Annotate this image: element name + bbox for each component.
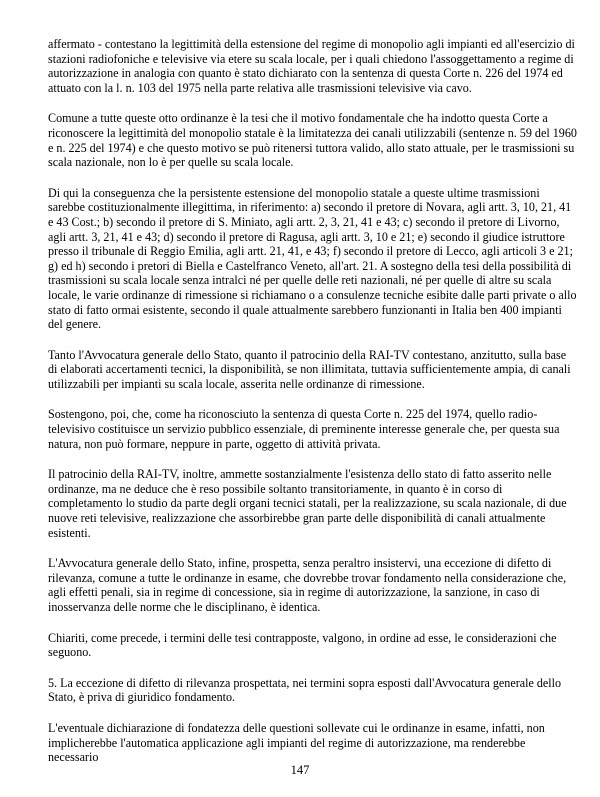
- document-body: [48, 37, 578, 781]
- paragraph-6: Il patrocinio della RAI-TV, inoltre, ammette sostanzialmente l'esistenza dello stato di fatto asserito nelle ordinanze, ma ne deduce che è reso possibile soltanto transitoriamente, in quanto è in corso di completamento lo studio da parte degli organi tecnici statali, per la realizzazione, su scala nazionale, di due nuove reti televisive, realizzazione che assorbirebbe gran parte delle disponibilità di canali attualmente esistenti.: [48, 467, 567, 540]
- paragraph-8: Chiariti, come precede, i termini delle tesi contrapposte, valgono, in ordine ad esse, le considerazioni che seguono.: [48, 630, 557, 660]
- page-number: 147: [290, 763, 310, 777]
- paragraph-7: L'Avvocatura generale dello Stato, infine, prospetta, senza peraltro insistervi, una eccezione di difetto di rilevanza, comune a tutte le ordinanze in esame, che dovrebbe trovar fondamento nella considerazione che, agli effetti penali, sia in regime di concessione, sia in regime di autorizzazione, la sanzione, in caso di inosservanza delle norme che le disciplinano, è identica.: [48, 556, 567, 614]
- paragraph-2: Comune a tutte queste otto ordinanze è la tesi che il motivo fondamentale che ha indotto questa Corte a riconoscere la legittimità del monopolio statale è la limitatezza dei canali utilizzabili (sentenze n. 59 del 1960 e n. 225 del 1974) e che questo motivo se può ritenersi tuttora valido, allo stato attuale, per le trasmissioni su scala nazionale, non lo è per quelle su scala locale.: [48, 111, 577, 170]
- paragraph-3: Di qui la conseguenza che la persistente estensione del monopolio statale a queste ultime trasmissioni sarebbe costituzionalmente illegittima, in riferimento: a) secondo il pretore di Novara, agli artt. 3, 10, 21, 41 e 43 Cost.; b) secondo il pretore di S. Miniato, agli artt. 2, 3, 21, 41 e 43; c) secondo il pretore di Livorno, agli artt. 3, 21, 41 e 43; d) secondo il pretore di Ragusa, agli artt. 3, 10 e 21; e) secondo il giudice istruttore presso il tribunale di Reggio Emilia, agli artt. 21, 41, e 43; f) secondo il pretore di Lecco, agli articoli 3 e 21; g) ed h) secondo i pretori di Biella e Castelfranco Veneto, all'art. 21. A sostegno della tesi della possibilità di trasmissioni su scala locale senza intralci né per quelle delle reti nazionali, né per quelle di altre su scala locale, le varie ordinanze di rimessione si richiamano o a consulenze tecniche esibite dalle parti private o allo stato di fatto ormai esistente, secondo il quale attualmente sarebbero funzionanti in Italia ben 400 impianti del genere.: [48, 185, 577, 332]
- paragraph-1: affermato - contestano la legittimità della estensione del regime di monopolio agli impianti ed all'esercizio di stazioni radiofoniche e televisive via etere su scala locale, per i quali chiedono l'assoggettamento a regime di autorizzazione in analogia con quanto è stato dichiarato con la sentenza di questa Corte n. 226 del 1974 ed attuato con la l. n. 103 del 1975 nella parte relativa alle trasmissioni televisive via cavo.: [48, 37, 575, 95]
- paragraph-10: L'eventuale dichiarazione di fondatezza delle questioni sollevate cui le ordinanze in esame, infatti, non implicherebbe l'automatica applicazione agli impianti del regime di autorizzazione, ma renderebbe necessario: [48, 720, 545, 765]
- paragraph-9: 5. La eccezione di difetto di rilevanza prospettata, nei termini sopra esposti dall'Avvocatura generale dello Stato, è priva di giuridico fondamento.: [48, 675, 562, 705]
- paragraph-4: Tanto l'Avvocatura generale dello Stato, quanto il patrocinio della RAI-TV contestano, anzitutto, sulla base di elaborati accertamenti tecnici, la disponibilità, se non illimitata, tuttavia sufficientemente ampia, di canali utilizzabili per impianti su scala locale, asserita nelle ordinanze di rimessione.: [48, 347, 571, 391]
- paragraph-5: Sostengono, poi, che, come ha riconosciuto la sentenza di questa Corte n. 225 del 1974, quello radio-televisivo costituisce un servizio pubblico essenziale, di preminente interesse generale che, per questa sua natura, non può formare, neppure in parte, oggetto di attività privata.: [48, 407, 560, 451]
